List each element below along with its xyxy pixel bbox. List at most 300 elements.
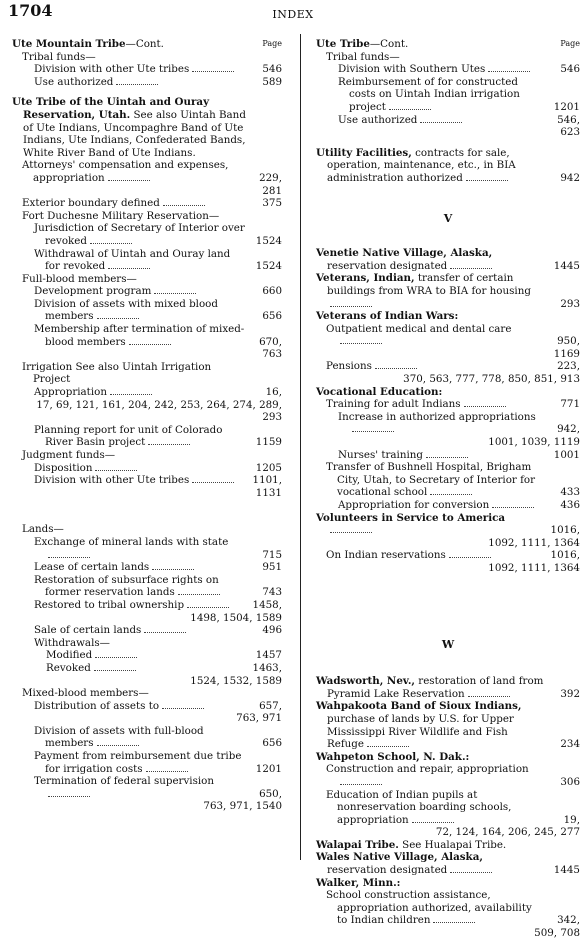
entry-heading: Veterans, Indian, (316, 272, 415, 285)
page-ref: 19, (563, 813, 580, 826)
page-ref: 589 (262, 75, 282, 88)
leader-dots (430, 486, 472, 495)
leader-dots (116, 76, 158, 85)
entry-label: Exterior boundary defined (22, 197, 160, 210)
entry-label: Termination of federal supervision (34, 775, 214, 788)
leader-dots (97, 737, 139, 746)
entry-heading: Venetie Native Village, Alaska, (316, 247, 493, 260)
page-ref: 293 (560, 297, 580, 310)
entry-label: Mixed-blood members— (22, 687, 149, 700)
index-subentry (34, 725, 282, 750)
entry-note: restoration of land from Pyramid Lake Reservation (327, 675, 544, 700)
index-subentry (22, 687, 282, 700)
index-subentry (338, 411, 580, 436)
entry-text (34, 285, 246, 298)
column-divider (300, 34, 301, 860)
leader-dots (468, 688, 510, 697)
entry-heading: Wahpakoota Band of Sioux Indians, (316, 700, 522, 713)
page-ref: 306 (560, 775, 580, 788)
page-column-label: Page (560, 39, 580, 48)
index-subentry (326, 889, 580, 927)
entry-text (22, 361, 246, 386)
index-subentry (34, 474, 282, 487)
page-ref-continued: 1498, 1504, 1589 (190, 611, 282, 624)
entry-label: Withdrawals— (34, 636, 110, 649)
page-ref: 942, (557, 423, 580, 436)
index-subentry (326, 549, 580, 562)
leader-dots (492, 499, 534, 508)
entry-text (34, 298, 246, 323)
entry-label: Division with other Ute tribes (34, 63, 190, 76)
leader-dots (450, 864, 492, 873)
leader-dots (375, 360, 417, 369)
leader-dots (94, 662, 136, 671)
index-subentry (34, 536, 282, 561)
leader-dots (95, 649, 137, 658)
spacer (316, 139, 580, 147)
entry-label: Attorneys' compensation and expenses, appropriation (22, 159, 229, 184)
entry-text (326, 360, 544, 373)
entry-text (34, 561, 246, 574)
entry-heading: Utility Facilities, (316, 146, 412, 159)
index-subentry (338, 449, 580, 462)
index-subentry (326, 51, 580, 64)
page-ref-continued: 1092, 1111, 1364 (488, 536, 580, 549)
entry-label: Exchange of mineral lands with state (34, 535, 229, 548)
leader-dots (108, 172, 150, 181)
leader-dots (178, 586, 220, 595)
entry-text (34, 248, 246, 273)
leader-dots (48, 549, 90, 558)
index-heading (316, 851, 580, 876)
section-letter: V (443, 211, 453, 225)
page-ref: 1457 (255, 649, 282, 662)
entry-label: Division of assets with full-blood members (34, 724, 204, 750)
page-ref-continued: 763, 971, 1540 (203, 800, 282, 813)
entry-heading: Ute Tribe of the Uintah and Ouray Reservation, Utah. (12, 96, 210, 121)
page-ref: 1101, (252, 474, 282, 487)
entry-label: School construction assistance, appropriation authorized, availability to Indian children (326, 889, 532, 927)
index-subentry (326, 323, 580, 348)
page-ref: 951 (262, 561, 282, 574)
index-heading (316, 839, 580, 852)
entry-label: Use authorized (338, 113, 418, 126)
index-subentry (34, 63, 282, 76)
entry-label: Planning report for unit of Colorado River Basin project (34, 423, 223, 449)
index-heading (12, 38, 282, 51)
entry-note: contracts for sale, operation, maintenance, etc., in BIA administration authorized (327, 146, 516, 184)
index-subentry (34, 76, 282, 89)
page-ref-continued: 763 (262, 348, 282, 361)
entry-heading: Vocational Education: (316, 385, 443, 398)
index-subentry (338, 114, 580, 127)
leader-dots (450, 260, 492, 269)
entry-text (316, 272, 544, 310)
leader-dots (152, 561, 194, 570)
index-subentry (34, 750, 282, 775)
entry-text (22, 449, 246, 462)
index-subentry (34, 700, 282, 713)
index-heading (316, 310, 580, 323)
page-ref: 234 (560, 738, 580, 751)
page-ref: 656 (262, 737, 282, 750)
entry-text (326, 889, 544, 927)
entry-label: Division with other Ute tribes (34, 474, 190, 487)
entry-note: reservation designated (327, 259, 448, 272)
leader-dots (48, 788, 90, 797)
entry-text (316, 386, 544, 399)
index-subentry (326, 360, 580, 373)
entry-text (22, 159, 246, 184)
entry-text (326, 763, 544, 788)
entry-label: Fort Duchesne Military Reservation— (22, 209, 220, 222)
entry-text (316, 310, 544, 323)
entry-text (326, 789, 544, 827)
leader-dots (154, 285, 196, 294)
entry-text (22, 210, 246, 223)
page-ref: 1445 (553, 864, 580, 877)
entry-text (34, 775, 246, 800)
entry-text (338, 411, 544, 436)
entry-text (34, 637, 246, 650)
page-ref: 715 (262, 548, 282, 561)
index-subentry (22, 361, 282, 386)
page-ref: 1159 (255, 436, 282, 449)
entry-text (22, 51, 246, 64)
entry-heading: Wales Native Village, Alaska, (316, 851, 483, 864)
entry-label: Nurses' training (338, 448, 423, 461)
entry-label: Full-blood members— (22, 272, 137, 285)
entry-label: Judgment funds— (22, 449, 116, 461)
index-subentry (338, 63, 580, 76)
entry-label: On Indian reservations (326, 549, 446, 562)
index-subentry (22, 159, 282, 184)
page-ref: 670, (259, 335, 282, 348)
entry-label: Jurisdiction of Secretary of Interior over revoked (34, 222, 245, 247)
page-ref: 1458, (252, 598, 282, 611)
entry-heading: Walapai Tribe. (316, 838, 399, 851)
leader-dots (340, 776, 382, 785)
entry-label: Outpatient medical and dental care (326, 322, 512, 335)
leader-dots (97, 310, 139, 319)
leader-dots (426, 449, 468, 458)
entry-text (316, 675, 544, 700)
entry-label: Education of Indian pupils at nonreservation boarding schools, appropriation (326, 788, 512, 826)
leader-dots (146, 763, 188, 772)
entry-text (22, 273, 246, 286)
leader-dots (90, 235, 132, 244)
page-column-label: Page (262, 39, 282, 48)
entry-label: Disposition (34, 461, 93, 474)
entry-text (22, 687, 246, 700)
entry-text (326, 461, 544, 499)
page-ref-continued: 72, 124, 164, 206, 245, 277 (435, 826, 580, 839)
page-ref: 546 (262, 63, 282, 76)
index-subentry (34, 599, 282, 612)
entry-text (22, 523, 246, 536)
entry-label: Lease of certain lands (34, 561, 150, 574)
entry-text (316, 147, 544, 185)
index-heading (12, 96, 282, 159)
index-heading (316, 512, 580, 537)
entry-label: Appropriation for conversion (338, 499, 490, 511)
entry-heading: Wahpeton School, N. Dak.: (316, 750, 470, 763)
page-ref: 1445 (553, 259, 580, 272)
index-subentry (34, 248, 282, 273)
entry-note: purchase of lands by U.S. for Upper Mississippi River Wildlife and Fish Refuge (327, 712, 514, 751)
entry-text (22, 197, 246, 210)
entry-text (326, 323, 544, 348)
entry-text (316, 38, 544, 51)
spacer (12, 88, 282, 96)
page-ref-continued: 1092, 1111, 1364 (488, 561, 580, 574)
entry-label: Division with Southern Utes (338, 63, 486, 76)
page-ref: 1001 (553, 448, 580, 461)
index-heading (316, 386, 580, 399)
page-ref-continued: 1524, 1532, 1589 (190, 674, 282, 687)
entry-text (338, 114, 544, 127)
leader-dots (95, 462, 137, 471)
leader-dots (187, 599, 229, 608)
page-ref: 743 (262, 586, 282, 599)
entry-note: reservation designated (327, 864, 448, 877)
page-ref: 1524 (255, 260, 282, 273)
entry-label: Revoked (46, 661, 91, 674)
entry-text (34, 63, 246, 76)
index-subentry (22, 273, 282, 286)
entry-text (34, 536, 246, 561)
page-ref: 546 (560, 63, 580, 76)
index-subentry (34, 624, 282, 637)
page-ref: 1016, (550, 549, 580, 562)
entry-text (338, 63, 544, 76)
page-header (8, 1, 578, 23)
entry-text (316, 700, 544, 750)
index-heading (316, 751, 580, 764)
entry-label: Distribution of assets to (34, 699, 160, 712)
entry-text (326, 398, 544, 411)
page-ref: 16, (265, 386, 282, 399)
page-ref: 1201 (255, 762, 282, 775)
entry-text (34, 474, 246, 487)
index-subentry (22, 51, 282, 64)
leader-dots (330, 524, 372, 533)
entry-text (34, 725, 246, 750)
page-ref: 950, (557, 335, 580, 348)
entry-text (316, 247, 544, 272)
entry-label: Tribal funds— (22, 50, 96, 63)
index-subentry (34, 323, 282, 348)
leader-dots (129, 336, 171, 345)
entry-label: Development program (34, 285, 152, 298)
leader-dots (192, 474, 234, 483)
entry-text (34, 624, 246, 637)
leader-dots (330, 298, 372, 307)
index-subentry (326, 763, 580, 788)
leader-dots (148, 436, 190, 445)
entry-text (326, 51, 544, 64)
leader-dots (144, 624, 186, 633)
entry-text (338, 499, 544, 512)
index-subentry (34, 386, 282, 399)
entry-note: See also Uintah Band of Ute Indians, Uncompaghre Band of Ute Indians, Ute Indians, Confederated Bands, White River Band of Ute Indians. (23, 108, 246, 159)
page-ref-continued: 1131 (255, 486, 282, 499)
entry-note: —Cont. (125, 38, 164, 50)
entry-label: Restored to tribal ownership (34, 598, 185, 611)
index-subentry (46, 662, 282, 675)
page-ref: 229, (259, 171, 282, 184)
entry-text (326, 549, 544, 562)
page-ref: 656 (262, 310, 282, 323)
page-ref-continued: 281 (262, 184, 282, 197)
entry-text (34, 386, 246, 399)
page-ref: 342, (557, 914, 580, 927)
entry-heading: Volunteers in Service to America (316, 511, 506, 524)
entry-label: Withdrawal of Uintah and Ouray land for revoked (34, 247, 231, 273)
entry-label: Training for adult Indians (326, 398, 461, 411)
entry-label: Sale of certain lands (34, 624, 142, 637)
entry-text (316, 839, 544, 852)
page-ref-continued: 1169 (553, 347, 580, 360)
entry-text (34, 750, 246, 775)
index-subentry (326, 461, 580, 499)
leader-dots (464, 398, 506, 407)
index-subentry (22, 210, 282, 223)
leader-dots (389, 101, 431, 110)
entry-note: —Cont. (369, 38, 409, 50)
page-ref: 660 (262, 285, 282, 298)
entry-heading: Ute Mountain Tribe (12, 38, 126, 50)
page-ref-continued: 623 (560, 126, 580, 139)
page-ref-continued: 17, 69, 121, 161, 204, 242, 253, 264, 274, 289, 293 (36, 398, 282, 424)
entry-heading: Ute Tribe (316, 38, 370, 50)
entry-label: Payment from reimbursement due tribe for irrigation costs (34, 750, 242, 775)
entry-label: Division of assets with mixed blood members (34, 297, 218, 323)
entry-text (338, 76, 544, 114)
page-title: INDEX (272, 8, 314, 21)
entry-text (34, 700, 246, 713)
index-heading (316, 700, 580, 750)
page-ref: 436 (560, 499, 580, 511)
entry-text (34, 323, 246, 348)
index-subentry (34, 285, 282, 298)
entry-text (34, 76, 246, 89)
leader-dots (110, 386, 152, 395)
entry-text (12, 96, 246, 159)
page-ref-continued: 1001, 1039, 1119 (488, 436, 580, 449)
index-subentry (22, 449, 282, 462)
entry-note: See Hualapai Tribe. (398, 838, 507, 851)
leader-dots (340, 335, 382, 344)
entry-label: Construction and repair, appropriation (326, 763, 529, 776)
entry-heading: Wadsworth, Nev., (316, 675, 415, 688)
entry-label: Restoration of subsurface rights on former reservation lands (34, 573, 219, 599)
entry-text (316, 851, 544, 876)
page-ref: 657, (259, 699, 282, 712)
index-subentry (338, 76, 580, 114)
entry-label: Modified (46, 649, 93, 662)
page-ref: 1201 (553, 100, 580, 113)
entry-text (34, 574, 246, 599)
index-subentry (34, 298, 282, 323)
index-heading (316, 675, 580, 700)
right-column (316, 38, 580, 940)
page-ref: 942 (560, 171, 580, 184)
index-subentry (34, 222, 282, 247)
page-ref: 375 (262, 197, 282, 210)
entry-text (46, 662, 246, 675)
index-subentry (34, 574, 282, 599)
entry-text (316, 877, 544, 890)
entry-heading: Walker, Minn.: (316, 876, 401, 889)
index-subentry (34, 424, 282, 449)
leader-dots (352, 423, 394, 432)
entry-label: Use authorized (34, 75, 114, 88)
index-subentry (326, 398, 580, 411)
index-subentry (22, 197, 282, 210)
index-heading (316, 272, 580, 310)
entry-text (34, 222, 246, 247)
leader-dots (488, 63, 530, 72)
index-subentry (338, 499, 580, 512)
page-number: 1704 (8, 1, 53, 20)
index-heading (316, 147, 580, 185)
page-ref: 223, (557, 360, 580, 373)
page-ref: 1463, (252, 661, 282, 674)
page-ref: 771 (560, 398, 580, 411)
entry-label: Increase in authorized appropriations (338, 410, 536, 423)
entry-label: Tribal funds— (326, 50, 400, 63)
entry-label: Transfer of Bushnell Hospital, Brigham City, Utah, to Secretary of Interior for vocational school (326, 461, 536, 499)
entry-label: Appropriation (34, 386, 107, 399)
page-ref: 546, (557, 113, 580, 126)
index-subentry (326, 789, 580, 827)
leader-dots (466, 172, 508, 181)
index-heading (316, 38, 580, 51)
entry-text (34, 424, 246, 449)
entry-text (338, 449, 544, 462)
leader-dots (192, 63, 234, 72)
leader-dots (162, 700, 204, 709)
spacer (12, 499, 282, 523)
page-ref: 1205 (255, 461, 282, 474)
entry-text (34, 462, 246, 475)
section-letter: W (441, 637, 455, 651)
leader-dots (412, 814, 454, 823)
leader-dots (163, 197, 205, 206)
index-subentry (46, 649, 282, 662)
entry-text (12, 38, 246, 51)
leader-dots (420, 114, 462, 123)
page-ref: 433 (560, 486, 580, 499)
page-ref: 496 (262, 624, 282, 637)
page-ref-continued: 509, 708 (534, 927, 580, 940)
entry-label: Pensions (326, 360, 372, 373)
entry-text (316, 751, 544, 764)
entry-label: Irrigation See also Uintah Irrigation Project (22, 360, 212, 386)
page-ref: 650, (259, 787, 282, 800)
entry-note: transfer of certain buildings from WRA to BIA for housing (327, 272, 531, 297)
page-ref-continued: 763, 971 (236, 712, 282, 725)
entry-text (316, 512, 544, 537)
page-ref: 392 (560, 687, 580, 700)
entry-label: Membership after termination of mixed-blood members (34, 323, 245, 348)
entry-label: Lands— (22, 523, 64, 536)
index-subentry (34, 637, 282, 650)
leader-dots (449, 549, 491, 558)
index-subentry (34, 462, 282, 475)
left-column (12, 38, 282, 813)
